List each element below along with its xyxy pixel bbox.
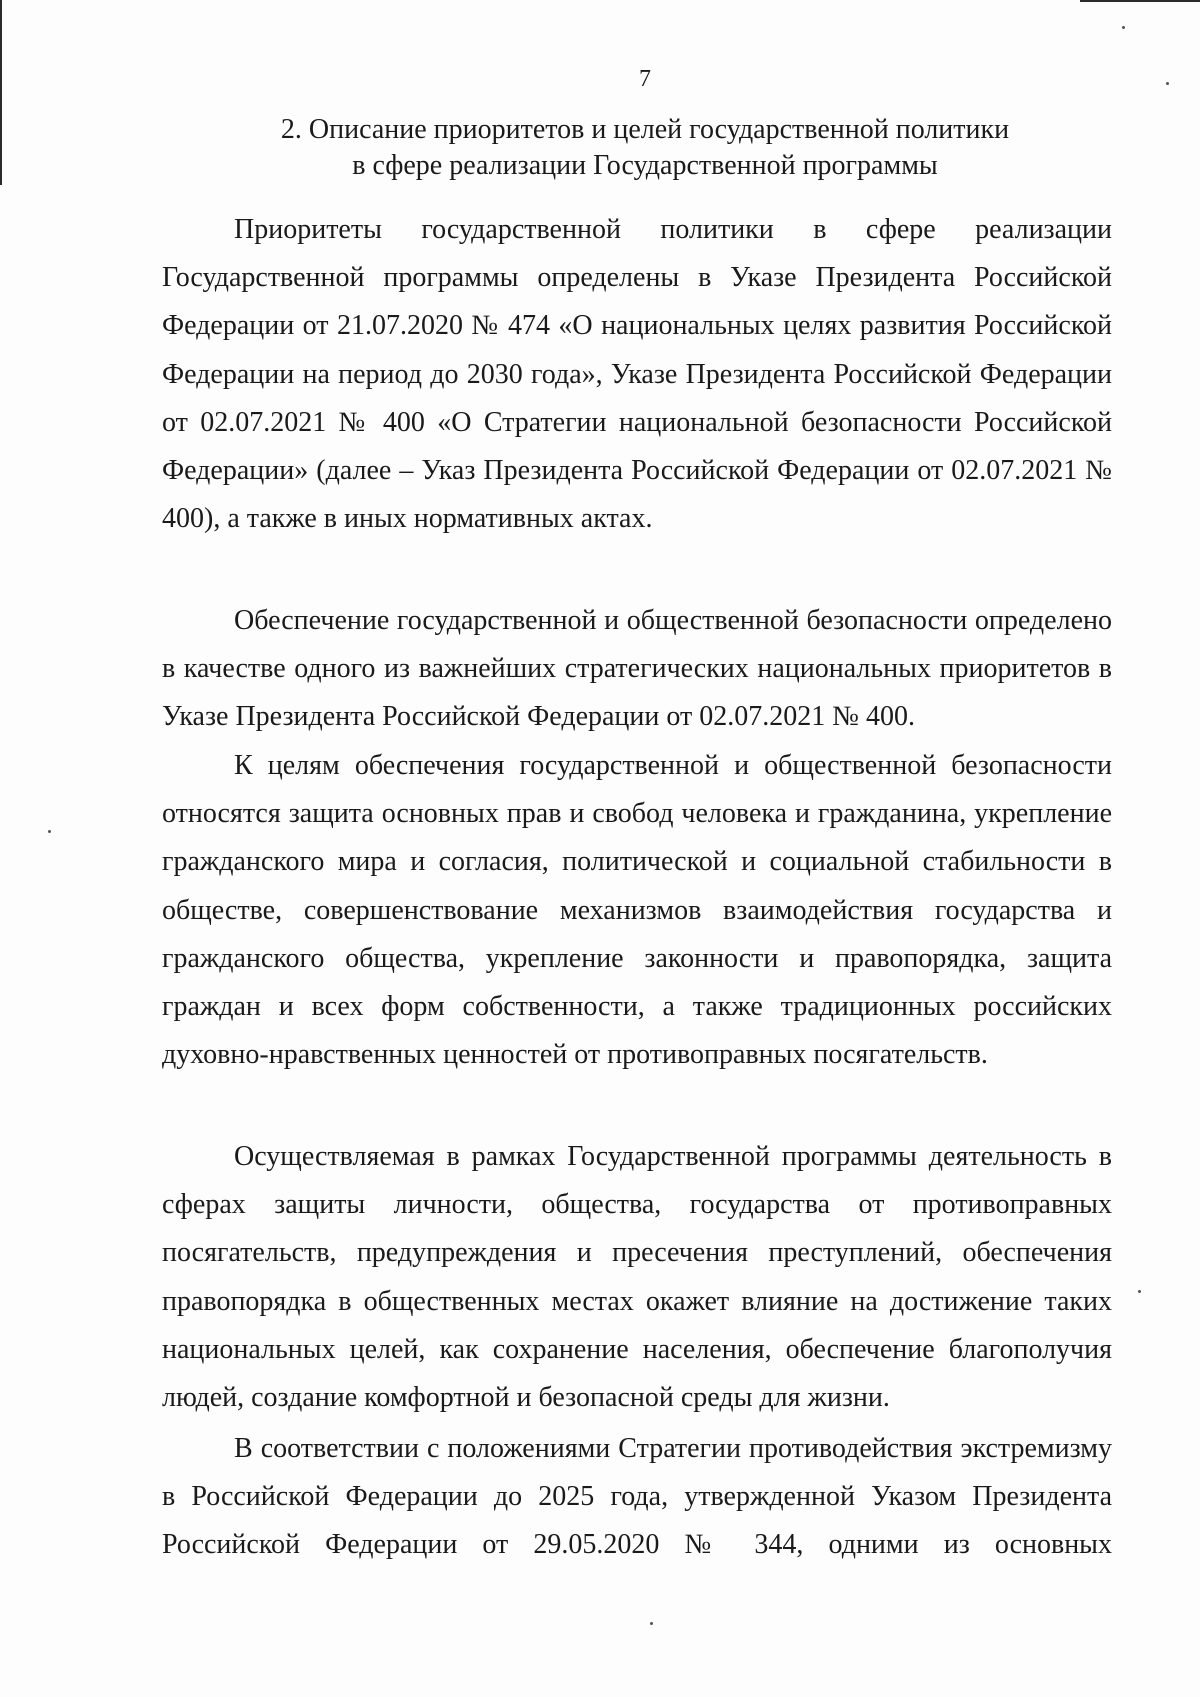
scan-speck — [1138, 1290, 1141, 1293]
section-heading-line-2: в сфере реализации Государственной программы — [352, 150, 938, 181]
paragraph-extremism-strategy: В соответствии с положениями Стратегии противодействия экстремизму в Российской Федерации до 2025 года, утвержденной Указом Президента Российской Федерации от 29.05.2020 № 344, одними из основных — [162, 1433, 1112, 1561]
paragraph-security-goals: К целям обеспечения государственной и общественной безопасности относятся защита основных прав и свобод человека и гражданина, укрепление гражданского мира и согласия, политической и социальной стабильности в обществе, совершенствование механизмов взаимодействия государства и гражданского общества, укрепление законности и правопорядка, защита граждан и всех форм собственности, а также традиционных российских духовно-нравственных ценностей от противоправных посягательств. — [162, 750, 1112, 1071]
paragraph-security-priority: Обеспечение государственной и общественной безопасности определено в качестве одного из важнейших стратегических национальных приоритетов в Указе Президента Российской Федерации от 02.07.2021 № 400. — [162, 605, 1112, 733]
scan-border-top — [1080, 0, 1200, 2]
scan-speck — [48, 830, 51, 833]
paragraph-priorities: Приоритеты государственной политики в сфере реализации Государственной программы определены в Указе Президента Российской Федерации от 21.07.2020 № 474 «О национальных целях развития Российской Федерации на период до 2030 года», Указе Президента Российской Федерации от 02.07.2021 № 400 «О Стратегии национальной безопасности Российской Федерации» (далее – Указ Президента Российской Федерации от 02.07.2021 № 400), а также в иных нормативных актах. — [162, 214, 1112, 535]
section-heading-line-1: 2. Описание приоритетов и целей государственной политики — [280, 114, 1010, 145]
paragraph-program-activity: Осуществляемая в рамках Государственной программы деятельность в сферах защиты личности, общества, государства от противоправных посягательств, предупреждения и пресечения преступлений, обеспечения правопорядка в общественных местах окажет влияние на достижение таких национальных целей, как сохранение населения, обеспечение благополучия людей, создание комфортной и безопасной среды для жизни. — [162, 1141, 1112, 1414]
section-heading — [200, 112, 1090, 184]
page-number: 7 — [639, 66, 651, 92]
scan-speck — [1122, 26, 1125, 29]
scan-speck — [650, 1622, 653, 1625]
